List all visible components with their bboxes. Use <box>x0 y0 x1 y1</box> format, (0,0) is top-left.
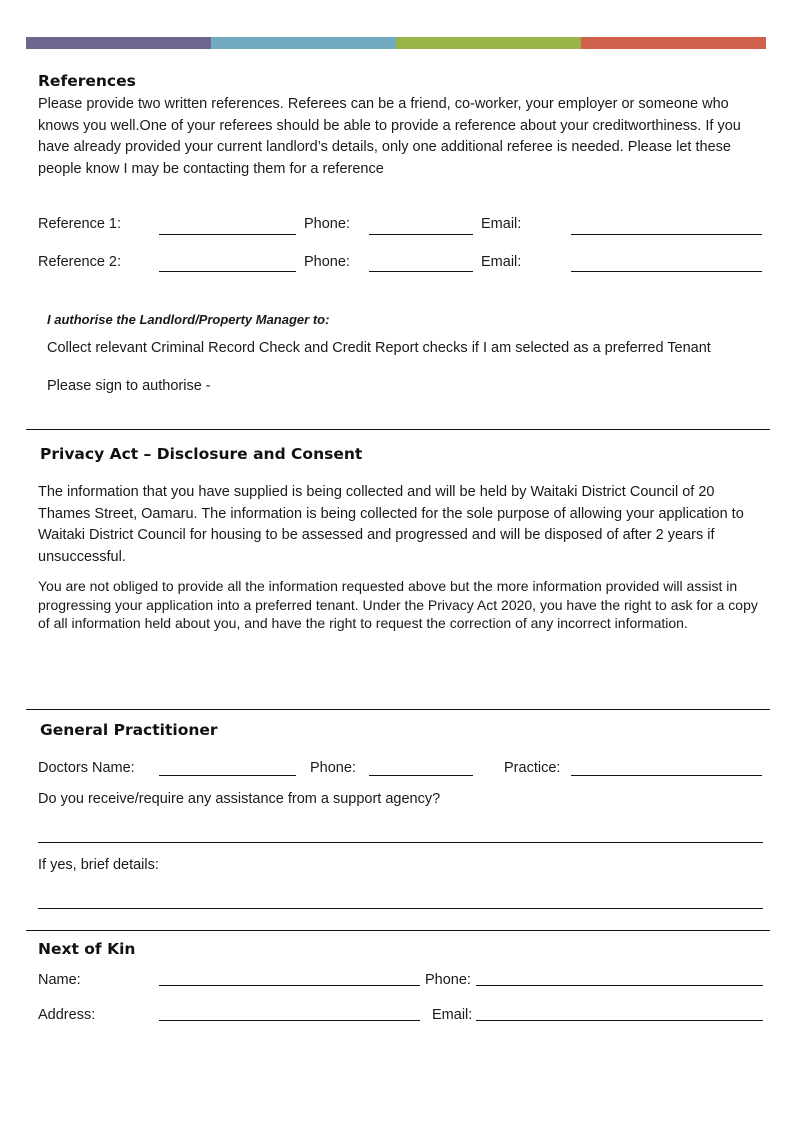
kin-email-field[interactable] <box>476 1020 763 1021</box>
references-heading: References <box>38 72 136 90</box>
brand-color-bar <box>26 37 766 49</box>
gp-phone-label: Phone: <box>310 760 356 776</box>
kin-phone-field[interactable] <box>476 985 763 986</box>
kin-phone-label: Phone: <box>425 972 471 988</box>
kin-address-field[interactable] <box>159 1020 420 1021</box>
gp-phone-field[interactable] <box>369 775 473 776</box>
kin-email-label: Email: <box>432 1007 473 1023</box>
reference-2-email-field[interactable] <box>571 271 762 272</box>
section-divider <box>26 930 770 931</box>
privacy-heading: Privacy Act – Disclosure and Consent <box>40 445 363 463</box>
privacy-paragraph-1: The information that you have supplied is being collected and will be held by Waitaki District Council of 20 Thames Street, Oamaru. The information is being collected for the sole purpose of allowing your application to Waitaki District Council for housing to be assessed and progressed and will be disposed of after 2 years if unsuccessful. <box>38 484 744 565</box>
doctors-name-field[interactable] <box>159 775 296 776</box>
reference-1-email-label: Email: <box>481 216 522 232</box>
references-intro: Please provide two written references. Referees can be a friend, co-worker, your employer or someone who knows you well.One of your referees should be able to provide a reference about your creditworthiness. If you have already provided your current landlord’s details, only one additional referee is needed. Please let these people know I may be contacting them for a reference <box>38 96 741 177</box>
doctors-name-label: Doctors Name: <box>38 760 135 776</box>
practice-field[interactable] <box>571 775 762 776</box>
color-segment-green <box>396 37 581 49</box>
gp-heading: General Practitioner <box>40 721 218 739</box>
color-segment-purple <box>26 37 211 49</box>
brief-details-label: If yes, brief details: <box>38 857 159 873</box>
reference-1-email-field[interactable] <box>571 234 762 235</box>
reference-2-label: Reference 2: <box>38 254 122 270</box>
practice-label: Practice: <box>504 760 561 776</box>
reference-1-label: Reference 1: <box>38 216 122 232</box>
sign-prompt: Please sign to authorise - <box>47 378 211 394</box>
reference-2-name-field[interactable] <box>159 271 296 272</box>
section-divider <box>26 709 770 710</box>
kin-name-field[interactable] <box>159 985 420 986</box>
reference-1-phone-label: Phone: <box>304 216 350 232</box>
kin-name-label: Name: <box>38 972 81 988</box>
authorise-heading: I authorise the Landlord/Property Manager to: <box>47 312 330 327</box>
section-divider <box>26 429 770 430</box>
reference-1-phone-field[interactable] <box>369 234 473 235</box>
authorise-text: Collect relevant Criminal Record Check and Credit Report checks if I am selected as a preferred Tenant <box>47 340 711 356</box>
kin-address-label: Address: <box>38 1007 96 1023</box>
color-segment-blue <box>211 37 396 49</box>
support-agency-question: Do you receive/require any assistance from a support agency? <box>38 791 441 807</box>
reference-2-phone-label: Phone: <box>304 254 350 270</box>
color-segment-red <box>581 37 766 49</box>
reference-2-phone-field[interactable] <box>369 271 473 272</box>
privacy-paragraph-2: You are not obliged to provide all the information requested above but the more information provided will assist in progressing your application into a preferred tenant. Under the Privacy Act 2020, you have the right to ask for a copy of all information held about you, and have the right to request the correction of any incorrect information. <box>38 578 758 631</box>
next-of-kin-heading: Next of Kin <box>38 940 136 958</box>
support-agency-answer-field[interactable] <box>38 842 763 843</box>
reference-2-email-label: Email: <box>481 254 522 270</box>
brief-details-field[interactable] <box>38 908 763 909</box>
reference-1-name-field[interactable] <box>159 234 296 235</box>
